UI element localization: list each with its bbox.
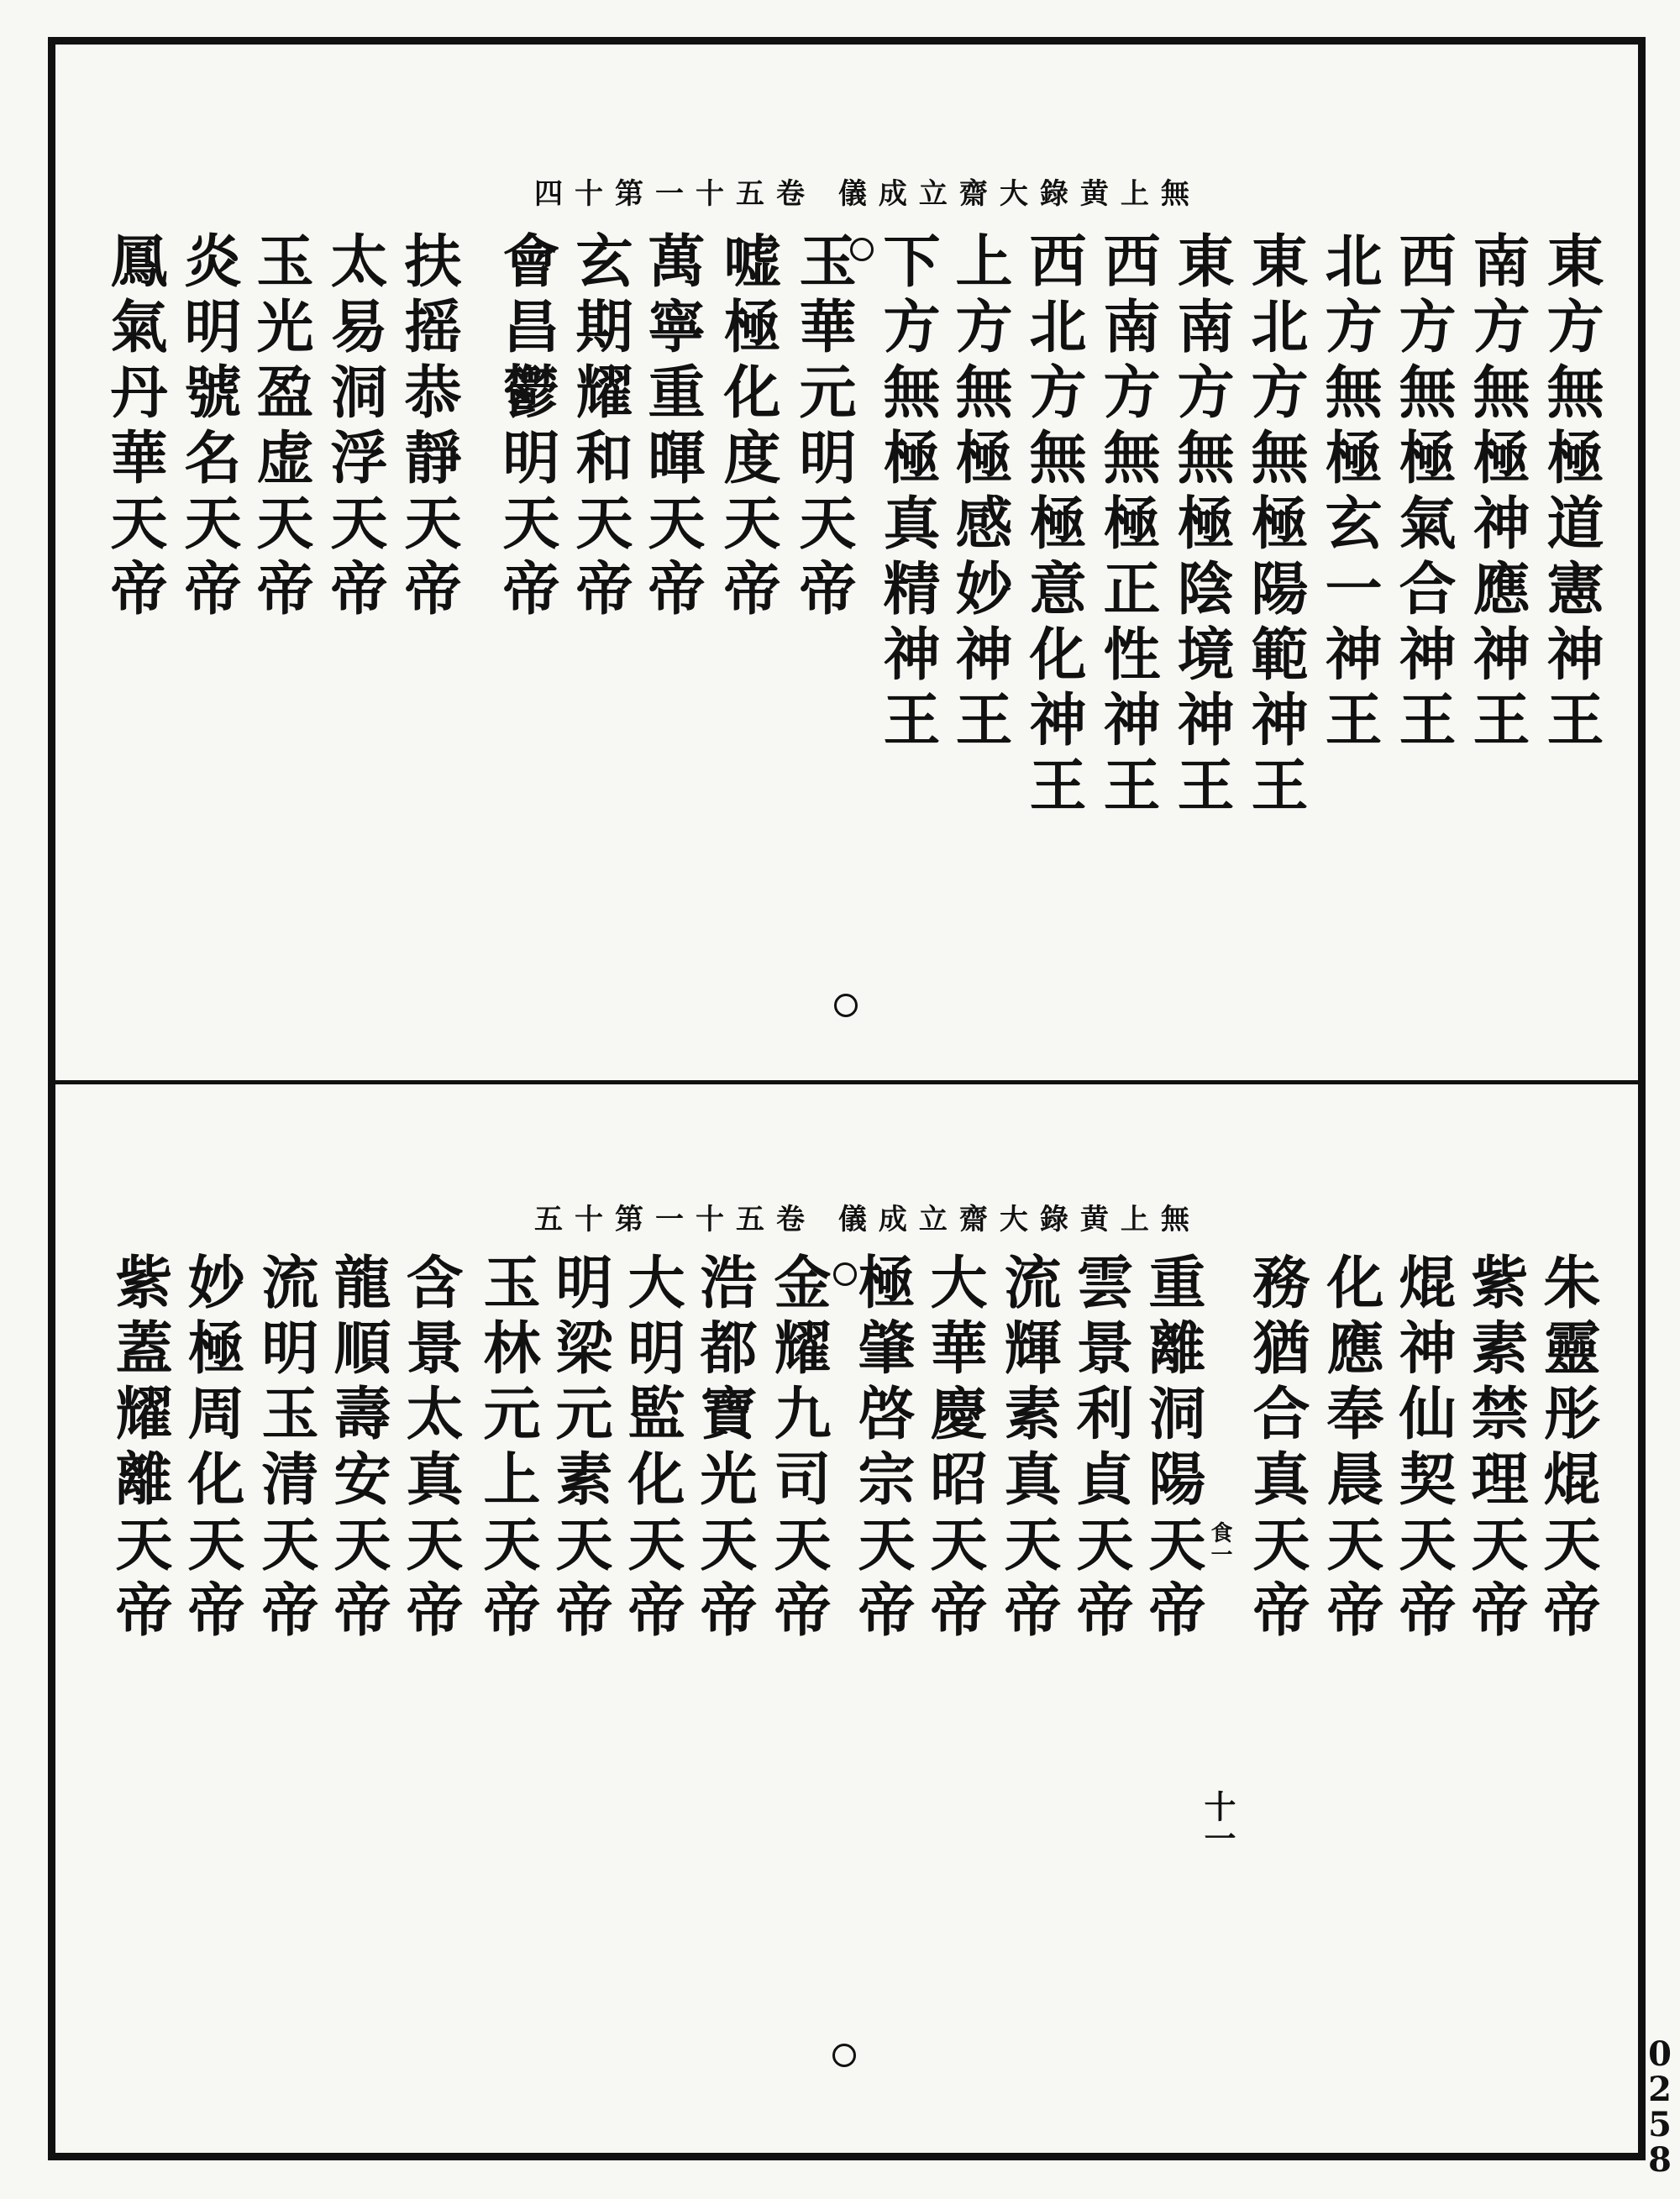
top-page-header: 四十第一十五卷 儀成立齋大錄黄上無 xyxy=(534,177,1201,211)
column: 含景太真天帝 xyxy=(396,1252,464,1645)
column: 炎明號名天帝 xyxy=(175,231,242,624)
column: 北方無極玄一神王 xyxy=(1315,231,1383,755)
column: 焜神仙契天帝 xyxy=(1389,1252,1457,1645)
column: 大明監化天帝 xyxy=(618,1252,685,1645)
column: 東北方無極陽範神王 xyxy=(1242,231,1309,821)
column: 極肇啓宗天帝 xyxy=(848,1252,916,1645)
column: 西北方無極意化神王 xyxy=(1020,231,1087,821)
column: 玄期耀和天帝 xyxy=(566,231,633,624)
column: 玉林元上天帝 xyxy=(474,1252,541,1645)
column: 務猶合真天帝 xyxy=(1243,1252,1310,1645)
column: 扶摇恭靜天帝 xyxy=(395,231,462,624)
column: 太易洞浮天帝 xyxy=(321,231,388,624)
column: 大華慶昭天帝 xyxy=(921,1252,988,1645)
top-page xyxy=(55,45,1638,1080)
page-sign: 十一 xyxy=(1199,1790,1236,1854)
column: 紫蓋耀離天帝 xyxy=(106,1252,173,1645)
column: 明梁元素天帝 xyxy=(546,1252,613,1645)
column: 玉華元明天帝 xyxy=(790,231,857,624)
column: 化應奉晨天帝 xyxy=(1317,1252,1384,1645)
note-mark: 食一 xyxy=(1207,1521,1232,1565)
column: 萬寧重暉天帝 xyxy=(638,231,706,624)
column: 上方無極感妙神王 xyxy=(946,231,1013,755)
column: 龍順壽安天帝 xyxy=(324,1252,391,1645)
column: 南方無極神應神王 xyxy=(1463,231,1530,755)
column: 西南方無極正性神王 xyxy=(1094,231,1161,821)
side-page-number: 0258 xyxy=(1648,2034,1672,2180)
column: 嘘極化度天帝 xyxy=(714,231,781,624)
column: 會昌鬱明天帝 xyxy=(493,231,560,624)
circle-mark xyxy=(834,994,858,1017)
column: 下方無極真精神王 xyxy=(874,231,941,755)
column: 重離洞陽天帝 xyxy=(1139,1252,1206,1645)
column: 金耀九司天帝 xyxy=(764,1252,832,1645)
column: 玉光盈虚天帝 xyxy=(247,231,314,624)
column: 浩都寶光天帝 xyxy=(690,1252,758,1645)
column: 流明玉清天帝 xyxy=(252,1252,319,1645)
bottom-page-header: 五十第一十五卷 儀成立齋大錄黄上無 xyxy=(534,1203,1201,1236)
column: 鳳氣丹華天帝 xyxy=(101,231,168,624)
column: 東方無極道憲神王 xyxy=(1537,231,1604,755)
column: 雲景利貞天帝 xyxy=(1067,1252,1134,1645)
circle-mark xyxy=(833,1262,857,1286)
circle-mark xyxy=(832,2044,856,2067)
column: 妙極周化天帝 xyxy=(178,1252,245,1645)
column: 西方無極氣合神王 xyxy=(1389,231,1457,755)
column: 朱靈彤焜天帝 xyxy=(1534,1252,1601,1645)
column: 流輝素真天帝 xyxy=(995,1252,1062,1645)
column: 紫素禁理天帝 xyxy=(1462,1252,1529,1645)
column: 東南方無極陰境神王 xyxy=(1168,231,1235,821)
bottom-page xyxy=(55,1084,1638,2153)
